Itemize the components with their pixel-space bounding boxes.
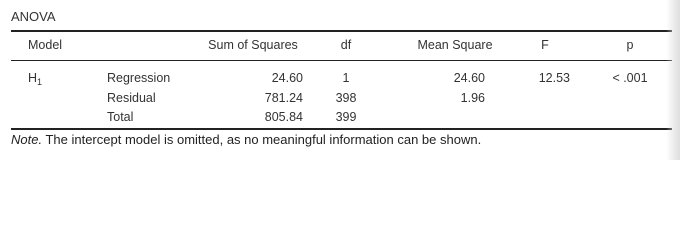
table-bottom-rule [11,128,672,130]
cell-regression-sum-of-squares: 24.60 [271,71,303,85]
header-f: F [541,38,549,52]
cell-total-sum-of-squares: 805.84 [264,110,303,124]
header-p: p [626,38,634,52]
table-title: ANOVA [11,9,56,24]
cell-total-df: 399 [335,110,357,124]
cell-regression-mean-square: 24.60 [453,71,485,85]
header-model: Model [28,38,63,52]
cell-residual-sum-of-squares: 781.24 [264,91,303,105]
header-mean-square: Mean Square [417,38,493,52]
note-text: The intercept model is omitted, as no meaningful information can be shown. [42,132,482,147]
note-label: Note. [11,132,43,147]
header-df: df [340,38,352,52]
cell-regression-p: < .001 [612,71,648,85]
right-edge-shading [666,0,680,160]
row-label-residual: Residual [107,91,156,105]
table-header-rule [11,60,672,61]
model-name [28,71,42,86]
table-note [11,132,481,147]
cell-residual-mean-square: 1.96 [460,91,485,105]
cell-regression-f: 12.53 [538,71,570,85]
model-name-main: H [28,71,38,85]
row-label-total: Total [107,110,134,124]
model-name-subscript: 1 [37,77,43,87]
row-label-regression: Regression [107,71,171,85]
cell-regression-df: 1 [342,71,350,85]
cell-residual-df: 398 [335,91,357,105]
header-sum-of-squares: Sum of Squares [208,38,298,52]
table-top-rule [11,30,672,32]
